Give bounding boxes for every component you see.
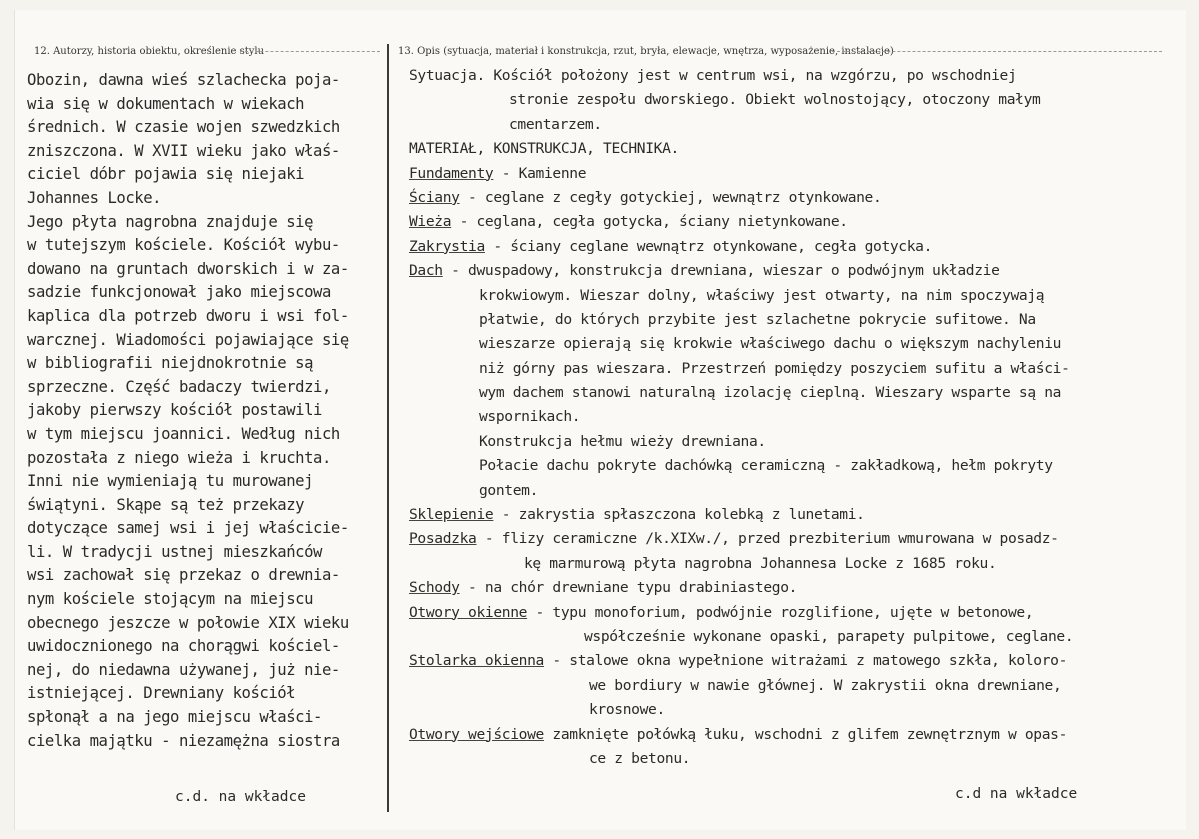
history-line: li. W tradycji ustnej mieszkańców	[27, 542, 322, 561]
fundamenty-text: - Kamienne	[493, 164, 587, 182]
schody-label: Schody	[409, 579, 460, 597]
history-line: dowano na gruntach dworskich i w za-	[27, 259, 349, 278]
history-line: obecnego jeszcze w połowie XIX wieku	[27, 613, 349, 632]
sytuacja-line-2: stronie zespołu dworskiego. Obiekt wolnostojący, otoczony małym	[509, 91, 1041, 109]
history-line: spłonął a na jego miejscu właści-	[27, 708, 322, 727]
fundamenty-line	[409, 162, 1189, 186]
posadzka-line-2: kę marmurową płyta nagrobna Johannesa Locke z 1685 roku.	[524, 554, 997, 572]
header-rule-left	[240, 51, 380, 52]
history-line: nej, do niedawna używanej, już nie-	[27, 660, 340, 679]
wieza-line	[409, 210, 1189, 234]
stolarka-line-3: krosnowe.	[589, 701, 665, 719]
sciany-text: - ceglane z cegły gotyckiej, wewnątrz otynkowane.	[459, 188, 882, 206]
history-line: wia się w dokumentach w wiekach	[27, 94, 305, 113]
zakrystia-line	[409, 235, 1189, 259]
history-line: Inni nie wymieniają tu murowanej	[27, 472, 314, 491]
history-line: w bibliografii niejdnokrotnie są	[27, 354, 314, 373]
history-line: wsi zachował się przekaz o drewnia-	[27, 566, 340, 585]
sytuacja-line	[409, 64, 1189, 88]
column-divider	[387, 44, 389, 812]
sklepienie-line	[409, 503, 1189, 527]
history-text	[27, 69, 382, 753]
otwory-wejsciowe-line-2: ce z betonu.	[589, 749, 691, 767]
otwory-okienne-line-2: współcześnie wykonane opaski, parapety pulpitowe, ceglane.	[584, 627, 1074, 645]
posadzka-text: - flizy ceramiczne /k.XIXw./, przed prezbiterium wmurowana w posadz-	[476, 530, 1059, 548]
history-line: jakoby pierwszy kościół postawili	[27, 401, 322, 420]
history-line: nym kościele stojącym na miejscu	[27, 590, 314, 609]
dach-label: Dach	[409, 262, 443, 280]
history-line: pozostała z niego wieża i kruchta.	[27, 448, 331, 467]
section-13-header: 13. Opis (sytuacja, materiał i konstrukcja, rzut, bryła, elewacje, wnętrza, wyposażenie, instalacje)	[398, 46, 894, 57]
history-line: średnich. W czasie wojen szwedzkich	[27, 118, 340, 137]
schody-line	[409, 576, 1189, 600]
sklepienie-text: - zakrystia spłaszczona kolebką z lunetami.	[493, 506, 865, 524]
history-line: istniejącej. Drewniany kościół	[27, 684, 296, 703]
section-12-header: 12. Autorzy, historia obiektu, określenie stylu	[34, 46, 265, 57]
dach-line	[409, 259, 1189, 283]
otwory-wejsciowe-line	[409, 723, 1189, 747]
otwory-okienne-label: Otwory okienne	[409, 603, 528, 621]
dach-line-8: Konstrukcja hełmu wieży drewniana.	[479, 432, 766, 450]
sytuacja-text: Kościół położony jest w centrum wsi, na wzgórzu, po wschodniej	[484, 67, 1017, 84]
continued-note-right: c.d na wkładce	[955, 786, 1078, 802]
history-line: w tutejszym kościele. Kościół wybu-	[27, 236, 340, 255]
history-line: świątyni. Skąpe są też przekazy	[27, 495, 305, 514]
history-line: Obozin, dawna wieś szlachecka poja-	[27, 71, 340, 89]
dach-text: - dwuspadowy, konstrukcja drewniana, wieszar o podwójnym układzie	[442, 262, 1000, 280]
history-line: sprzeczne. Część badaczy twierdzi,	[27, 377, 331, 396]
dach-line-10: gontem.	[479, 481, 539, 499]
history-line: kaplica dla potrzeb dworu i wsi fol-	[27, 306, 349, 325]
sciany-line	[409, 186, 1189, 210]
otwory-okienne-line	[409, 601, 1189, 625]
history-line: uwidocznionego na chorągwi kościel-	[27, 637, 340, 656]
fundamenty-label: Fundamenty	[409, 164, 494, 182]
dach-line-3: płatwie, do których przybite jest szlachetne pokrycie sufitowe. Na	[479, 310, 1036, 328]
sciany-label: Ściany	[409, 188, 460, 206]
otwory-wejsciowe-label: Otwory wejściowe	[409, 725, 544, 743]
schody-text: - na chór drewniane typu drabiniastego.	[459, 579, 798, 597]
dach-line-6: wym dachem stanowi naturalną izolację cieplną. Wieszary wsparte są na	[479, 384, 1062, 402]
dach-line-4: wieszarze opierają się krokwie właściwego dachu o większym nachyleniu	[479, 335, 1062, 353]
otwory-wejsciowe-text: zamknięte połówką łuku, wschodni z glifem zewnętrznym w opas-	[543, 725, 1068, 743]
stolarka-text: - stalowe okna wypełnione witrażami z matowego szkła, koloro-	[543, 652, 1068, 670]
zakrystia-text: - ściany ceglane wewnątrz otynkowane, cegła gotycka.	[484, 237, 933, 255]
continued-note-left: c.d. na wkładce	[175, 789, 306, 805]
sytuacja-line-3: cmentarzem.	[509, 115, 602, 133]
dach-line-5: niż górny pas wieszara. Przestrzeń pomiędzy poszyciem sufitu a właści-	[479, 359, 1070, 377]
dach-line-2: krokwiowym. Wieszar dolny, właściwy jest otwarty, na nim spoczywają	[479, 286, 1045, 304]
history-line: w tym miejscu joannici. Według nich	[27, 424, 340, 443]
wieza-text: - ceglana, cegła gotycka, ściany nietynkowane.	[451, 213, 848, 231]
history-line: ciciel dóbr pojawia się niejaki	[27, 165, 305, 184]
header-rule-right	[832, 51, 1162, 52]
sytuacja-label: Sytuacja.	[409, 67, 485, 84]
history-line: zniszczona. W XVII wieku jako właś-	[27, 141, 340, 160]
history-line: sadzie funkcjonował jako miejscowa	[27, 283, 331, 302]
wieza-label: Wieża	[409, 213, 452, 231]
stolarka-line-2: we bordiury w nawie głównej. W zakrystii okna drewniane,	[589, 676, 1062, 694]
history-line: cielka majątku - niezamężna siostra	[27, 731, 340, 750]
history-line: warcznej. Wiadomości pojawiające się	[27, 330, 349, 349]
dach-line-7: wspornikach.	[479, 408, 581, 426]
history-line: Jego płyta nagrobna znajduje się	[27, 212, 314, 231]
stolarka-line	[409, 649, 1189, 673]
dach-line-9: Połacie dachu pokryte dachówką ceramiczną - zakładkową, hełm pokryty	[479, 457, 1053, 475]
history-line: Johannes Locke.	[27, 188, 162, 207]
posadzka-label: Posadzka	[409, 530, 477, 548]
sklepienie-label: Sklepienie	[409, 506, 494, 524]
material-heading: MATERIAŁ, KONSTRUKCJA, TECHNIKA.	[409, 140, 679, 158]
zakrystia-label: Zakrystia	[409, 237, 485, 255]
otwory-okienne-text: - typu monoforium, podwójnie rozglifione, ujęte w betonowe,	[527, 603, 1034, 621]
stolarka-label: Stolarka okienna	[409, 652, 544, 670]
history-line: dotyczące samej wsi i jej właściciе-	[27, 519, 349, 538]
description-text	[409, 64, 1189, 771]
posadzka-line	[409, 527, 1189, 551]
